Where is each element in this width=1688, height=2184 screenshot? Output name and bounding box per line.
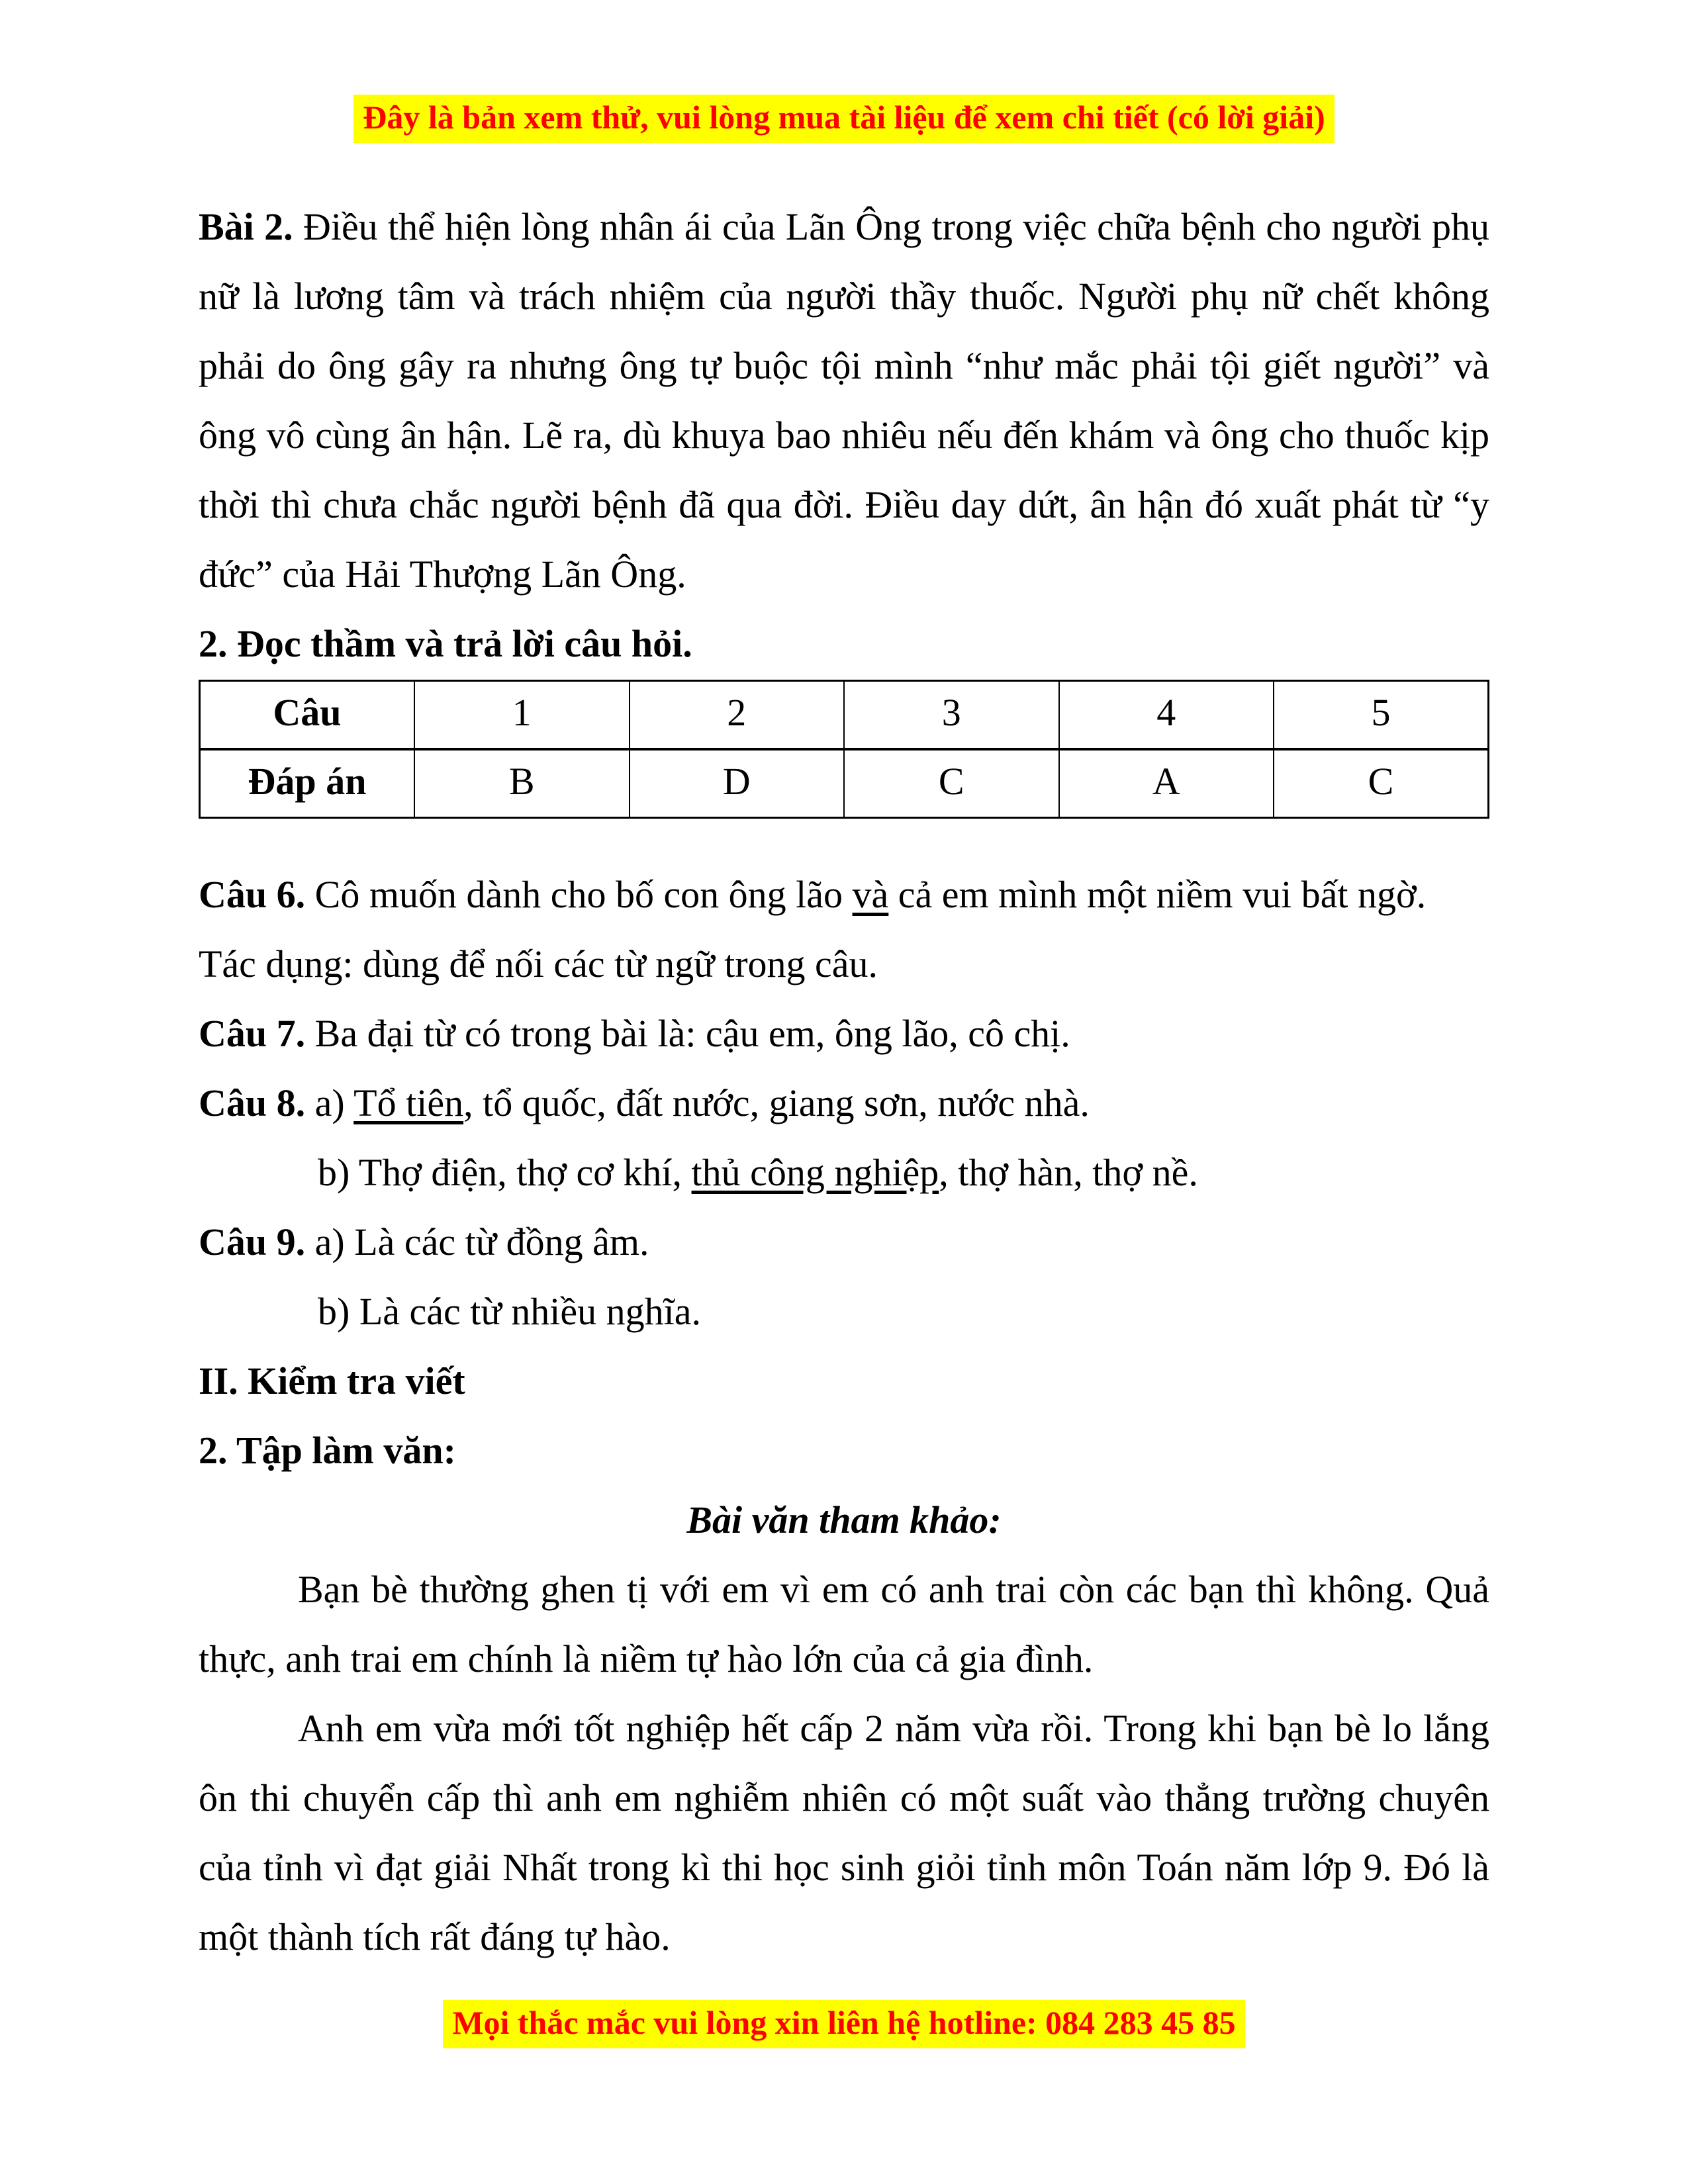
cau8b-underlined-phrase: thủ công nghiệp [691, 1151, 939, 1194]
cau6-text-before: Cô muốn dành cho bố con ông lão [305, 873, 853, 916]
answer-key-table [199, 680, 1489, 819]
cau9a-text: a) Là các từ đồng âm. [305, 1220, 649, 1263]
cau6-label: Câu 6. [199, 873, 306, 916]
cau9b-answer-line: b) Là các từ nhiều nghĩa. [318, 1290, 701, 1333]
preview-notice-text: Đây là bản xem thử, vui lòng mua tài liệu để xem chi tiết (có lời giải) [353, 95, 1334, 143]
answer-row-label: Đáp án [200, 749, 415, 818]
answer-cell: C [844, 749, 1059, 818]
cau7-label: Câu 7. [199, 1012, 306, 1055]
writing-section-subheading: 2. Tập làm văn: [199, 1429, 456, 1472]
essay-paragraph-1: Bạn bè thường ghen tị với em vì em có anh trai còn các bạn thì không. Quả thực, anh trai em chính là niềm tự hào lớn của cả gia đình. [199, 1568, 1489, 1680]
answer-cell: B [414, 749, 630, 818]
cau6-answer-line [199, 860, 1489, 929]
writing-section-heading: II. Kiểm tra viết [199, 1359, 465, 1402]
cau6-note-line: Tác dụng: dùng để nối các từ ngữ trong câu. [199, 942, 878, 985]
preview-notice-banner [0, 95, 1688, 143]
cau9-label: Câu 9. [199, 1220, 306, 1263]
hotline-notice-text: Mọi thắc mắc vui lòng xin liên hệ hotline: 084 283 45 85 [443, 2000, 1244, 2048]
document-body [199, 192, 1489, 1972]
cau8b-answer-line [199, 1138, 1489, 1207]
bai2-paragraph [199, 192, 1489, 609]
cau8b-text-before: b) Thợ điện, thợ cơ khí, [318, 1151, 692, 1194]
question-number-cell: 5 [1274, 681, 1489, 750]
reading-section-heading: 2. Đọc thầm và trả lời câu hỏi. [199, 622, 692, 665]
cau6-underlined-word: và [852, 873, 889, 916]
question-number-cell: 4 [1059, 681, 1274, 750]
question-number-row [200, 681, 1489, 750]
cau8-label: Câu 8. [199, 1081, 306, 1124]
answer-row [200, 749, 1489, 818]
cau8b-text-after: , thợ hàn, thợ nề. [939, 1151, 1198, 1194]
answer-cell: D [630, 749, 845, 818]
cau8a-text-before: a) [305, 1081, 354, 1124]
cau8a-answer-line [199, 1068, 1489, 1138]
question-number-cell: 3 [844, 681, 1059, 750]
hotline-notice-banner [0, 2000, 1688, 2048]
answer-cell: C [1274, 749, 1489, 818]
cau7-text: Ba đại từ có trong bài là: cậu em, ông lão, cô chị. [305, 1012, 1070, 1055]
bai2-label: Bài 2. [199, 205, 293, 248]
table-corner-label: Câu [200, 681, 415, 750]
question-number-cell: 1 [414, 681, 630, 750]
essay-title: Bài văn tham khảo: [686, 1498, 1002, 1541]
cau7-answer-line [199, 999, 1489, 1068]
essay-paragraph-2: Anh em vừa mới tốt nghiệp hết cấp 2 năm vừa rồi. Trong khi bạn bè lo lắng ôn thi chuyển cấp thì anh em nghiễm nhiên có một suất vào thẳng trường chuyên của tỉnh vì đạt giải Nhất trong kì thi học sinh giỏi tỉnh môn Toán năm lớp 9. Đó là một thành tích rất đáng tự hào. [199, 1707, 1489, 1958]
cau8a-underlined-phrase: Tổ tiên [353, 1081, 464, 1124]
answer-cell: A [1059, 749, 1274, 818]
question-number-cell: 2 [630, 681, 845, 750]
cau6-text-after: cả em mình một niềm vui bất ngờ. [888, 873, 1427, 916]
cau9a-answer-line [199, 1207, 1489, 1277]
bai2-text: Điều thể hiện lòng nhân ái của Lãn Ông trong việc chữa bệnh cho người phụ nữ là lương tâm và trách nhiệm của người thầy thuốc. Người phụ nữ chết không phải do ông gây ra nhưng ông tự buộc tội mình “như mắc phải tội giết người” và ông vô cùng ân hận. Lẽ ra, dù khuya bao nhiêu nếu đến khám và ông cho thuốc kịp thời thì chưa chắc người bệnh đã qua đời. Điều day dứt, ân hận đó xuất phát từ “y đức” của Hải Thượng Lãn Ông. [199, 205, 1489, 596]
cau8a-text-after: , tổ quốc, đất nước, giang sơn, nước nhà. [463, 1081, 1090, 1124]
